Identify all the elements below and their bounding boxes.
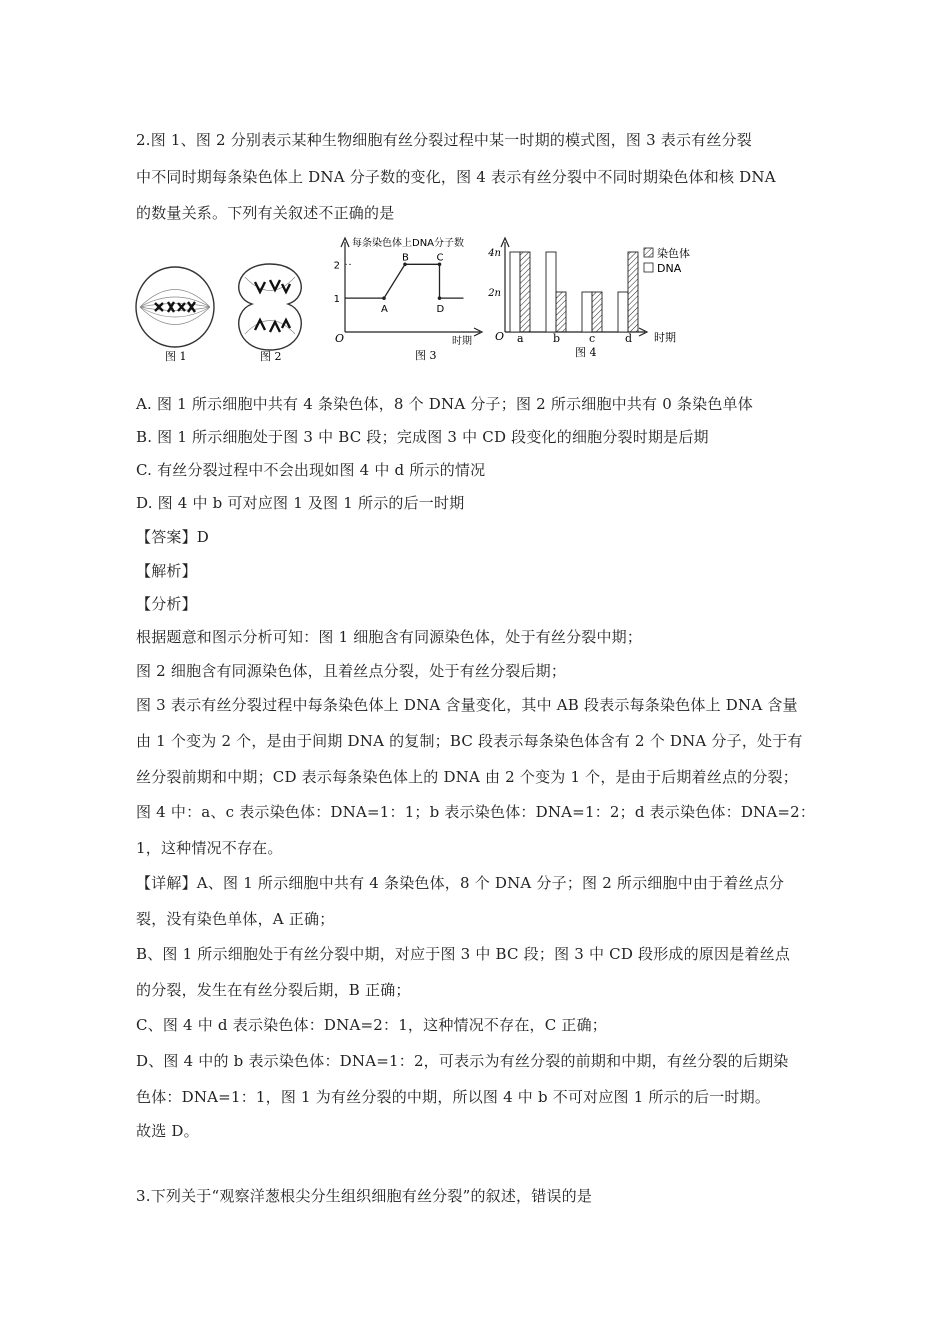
fig4-origin: O [495, 330, 505, 343]
fig3-ytick-2: 2 [333, 260, 340, 272]
q2-analysis-line-6: 图 4 中：a、c 表示染色体：DNA=1：1；b 表示染色体：DNA=1：2；d 表示染色体：DNA=2： [136, 803, 816, 821]
q2-detail-line-5: C、图 4 中 d 表示染色体：DNA=2：1，这种情况不存在，C 正确； [136, 1016, 607, 1034]
figure-3-caption: 图 3 [415, 349, 437, 362]
figures-svg [130, 232, 830, 372]
fig3-point-label-c: C [436, 252, 444, 264]
fig4-legend-label-dna: DNA [657, 262, 682, 275]
figure-1-caption: 图 1 [165, 350, 187, 363]
fig3-ytick-1: 1 [333, 294, 340, 306]
fig4-bar-d-dna [618, 292, 628, 332]
q2-detail-line-2: 裂，没有染色单体，A 正确； [136, 910, 335, 928]
fig4-bar-b-chromosome [556, 292, 566, 332]
figure-2-cell [239, 264, 301, 363]
fig4-category-c: c [589, 332, 596, 345]
figure-4-bar-chart [487, 238, 690, 359]
fig3-point-label-d: D [436, 304, 445, 316]
q2-stem-line-2: 中不同时期每条染色体上 DNA 分子数的变化，图 4 表示有丝分裂中不同时期染色体和核 DNA [136, 168, 776, 186]
fig4-category-b: b [553, 332, 561, 345]
q2-detail-line-8: 故选 D。 [136, 1122, 199, 1140]
fig4-ytick-2n: 2n [488, 288, 501, 299]
fig4-category-d: d [625, 332, 633, 345]
q2-detail-line-3: B、图 1 所示细胞处于有丝分裂中期，对应于图 3 中 BC 段；图 3 中 CD 段形成的原因是着丝点 [136, 945, 791, 963]
fig3-point-a [382, 296, 386, 300]
q2-analysis-line-1: 根据题意和图示分析可知：图 1 细胞含有同源染色体，处于有丝分裂中期； [136, 628, 643, 646]
fig4-ytick-4n: 4n [488, 248, 501, 259]
fig4-bar-d-chromosome [628, 252, 638, 332]
fig4-category-a: a [517, 332, 524, 345]
fig4-bar-b-dna [546, 252, 556, 332]
q2-stem-line-3: 的数量关系。下列有关叙述不正确的是 [136, 204, 395, 222]
fig3-point-label-b: B [402, 252, 409, 264]
q2-analysis-line-7: 1，这种情况不存在。 [136, 839, 283, 857]
figure-1-cell [136, 267, 214, 363]
figure-strip [130, 232, 830, 372]
q2-detail-line-7: 色体：DNA=1：1，图 1 为有丝分裂的中期，所以图 4 中 b 不可对应图 1 所示的后一时期。 [136, 1088, 771, 1106]
fig4-bar-c-chromosome [592, 292, 602, 332]
q2-analysis-line-4: 由 1 个变为 2 个，是由于间期 DNA 的复制；BC 段表示每条染色体含有 2 个 DNA 分子，处于有 [136, 732, 803, 750]
fig3-x-label: 时期 [452, 336, 472, 347]
figure-2-caption: 图 2 [260, 350, 282, 363]
fig3-point-d [438, 296, 442, 300]
fig4-bars [510, 252, 638, 332]
figure-4-caption: 图 4 [575, 346, 597, 359]
q2-analysis-line-3: 图 3 表示有丝分裂过程中每条染色体上 DNA 含量变化，其中 AB 段表示每条染色体上 DNA 含量 [136, 696, 798, 714]
fig4-legend-label-chromosome: 染色体 [657, 247, 690, 260]
q2-answer: 【答案】D [136, 528, 210, 546]
fig3-y-title: 每条染色体上DNA分子数 [352, 238, 465, 249]
q2-analysis-line-5: 丝分裂前期和中期；CD 表示每条染色体上的 DNA 由 2 个变为 1 个，是由于后期着丝点的分裂； [136, 768, 798, 786]
q2-detail-line-6: D、图 4 中的 b 表示染色体：DNA=1：2，可表示为有丝分裂的前期和中期，有丝分裂的后期染 [136, 1052, 789, 1070]
fig4-bar-a-chromosome [520, 252, 530, 332]
fig4-x-label: 时期 [654, 331, 676, 344]
fig4-category-labels [517, 332, 632, 345]
fig3-point-label-a: A [381, 304, 388, 316]
q2-fenxi-heading: 【分析】 [136, 595, 197, 613]
q3-stem: 3.下列关于“观察洋葱根尖分生组织细胞有丝分裂”的叙述，错误的是 [136, 1187, 593, 1205]
figure-3-line-chart [334, 236, 482, 362]
q2-option-c: C. 有丝分裂过程中不会出现如图 4 中 d 所示的情况 [136, 461, 486, 479]
fig3-series-line [345, 264, 464, 298]
fig4-legend-swatch-dna [644, 263, 653, 272]
q2-analysis-heading: 【解析】 [136, 562, 197, 580]
fig4-legend-swatch-chromosome [644, 248, 653, 257]
q2-detail-line-1: 【详解】A、图 1 所示细胞中共有 4 条染色体，8 个 DNA 分子；图 2 所示细胞中由于着丝点分 [136, 874, 785, 892]
fig4-bar-c-dna [582, 292, 592, 332]
q2-detail-line-4: 的分裂，发生在有丝分裂后期，B 正确； [136, 981, 411, 999]
fig3-origin: O [335, 332, 345, 345]
fig4-bar-a-dna [510, 252, 520, 332]
q2-option-d: D. 图 4 中 b 可对应图 1 及图 1 所示的后一时期 [136, 494, 465, 512]
q2-option-b: B. 图 1 所示细胞处于图 3 中 BC 段；完成图 3 中 CD 段变化的细胞分裂时期是后期 [136, 428, 709, 446]
q2-stem-line-1: 2.图 1、图 2 分别表示某种生物细胞有丝分裂过程中某一时期的模式图，图 3 表示有丝分裂 [136, 131, 752, 149]
q2-analysis-line-2: 图 2 细胞含有同源染色体，且着丝点分裂，处于有丝分裂后期； [136, 662, 567, 680]
q2-option-a: A. 图 1 所示细胞中共有 4 条染色体，8 个 DNA 分子；图 2 所示细胞中共有 0 条染色单体 [136, 395, 753, 413]
